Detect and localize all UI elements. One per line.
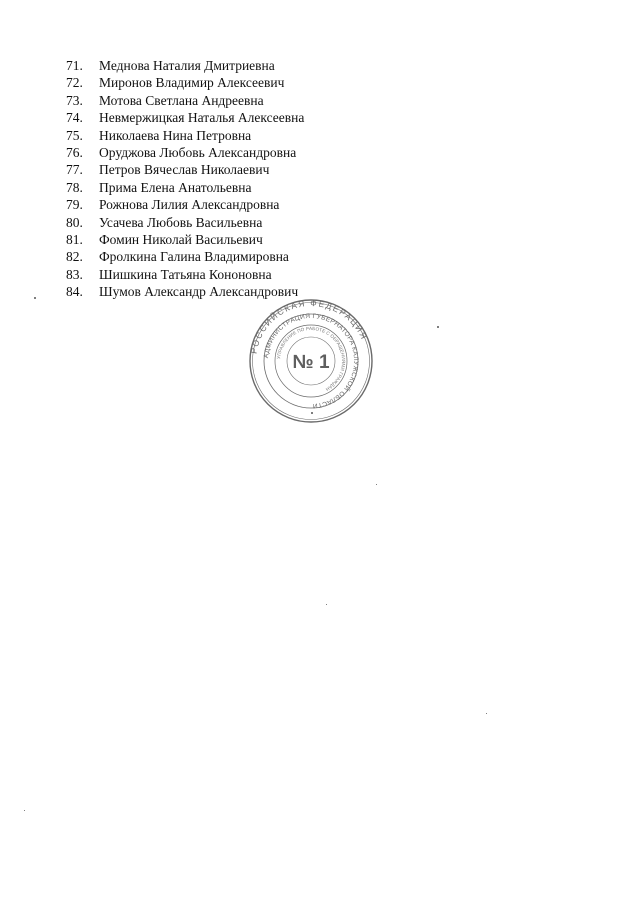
list-item-number: 80. xyxy=(66,214,83,230)
seal-outer-text: РОССИЙСКАЯ ФЕДЕРАЦИЯ xyxy=(248,298,370,355)
scan-speck xyxy=(311,412,313,414)
list-item-name: Петров Вячеслав Николаевич xyxy=(99,162,270,178)
list-item-number: 73. xyxy=(66,92,83,108)
seal-inner-text: УПРАВЛЕНИЕ ПО РАБОТЕ С ОБРАЩЕНИЯМИ ГРАЖДАН xyxy=(276,325,347,392)
scan-speck xyxy=(376,484,377,485)
list-item-number: 81. xyxy=(66,231,83,247)
list-item-name: Фомин Николай Васильевич xyxy=(99,231,263,247)
list-item-name: Шумов Александр Александрович xyxy=(99,284,299,300)
list-item xyxy=(66,196,304,213)
list-item-number: 79. xyxy=(66,197,83,213)
list-item-number: 72. xyxy=(66,75,83,91)
list-item-name: Рожнова Лилия Александровна xyxy=(99,197,280,213)
seal-middle-text: АДМИНИСТРАЦИЯ ГУБЕРНАТОРА КАЛУЖСКОЙ ОБЛАСТИ xyxy=(263,312,360,410)
list-item xyxy=(66,161,304,178)
list-item xyxy=(66,231,304,248)
list-item xyxy=(66,144,304,161)
list-item xyxy=(66,74,304,91)
list-item-name: Мотова Светлана Андреевна xyxy=(99,92,264,108)
scan-speck xyxy=(24,810,25,811)
list-item-number: 83. xyxy=(66,266,83,282)
scan-speck xyxy=(34,297,36,299)
list-item xyxy=(66,57,304,74)
list-item-number: 78. xyxy=(66,179,83,195)
list-item xyxy=(66,266,304,283)
list-item-name: Шишкина Татьяна Кононовна xyxy=(99,266,272,282)
list-item-name: Фролкина Галина Владимировна xyxy=(99,249,289,265)
list-item xyxy=(66,127,304,144)
list-item-name: Невмержицкая Наталья Алексеевна xyxy=(99,110,305,126)
list-item-name: Прима Елена Анатольевна xyxy=(99,179,252,195)
seal-number: № 1 xyxy=(292,352,330,373)
scan-speck xyxy=(486,713,487,714)
list-item-name: Николаева Нина Петровна xyxy=(99,127,252,143)
list-item xyxy=(66,179,304,196)
name-list xyxy=(66,57,304,300)
scan-speck xyxy=(437,326,439,328)
scan-speck xyxy=(326,604,327,605)
list-item-name: Меднова Наталия Дмитриевна xyxy=(99,58,275,73)
list-item xyxy=(66,109,304,126)
list-item-number: 77. xyxy=(66,162,83,178)
list-item-number: 75. xyxy=(66,127,83,143)
official-seal xyxy=(248,298,374,424)
list-item-name: Миронов Владимир Алексеевич xyxy=(99,75,285,91)
list-item-name: Оруджова Любовь Александровна xyxy=(99,144,297,160)
list-item-number: 76. xyxy=(66,144,83,160)
list-item xyxy=(66,248,304,265)
list-item-number: 74. xyxy=(66,110,83,126)
list-item-name: Усачева Любовь Васильевна xyxy=(99,214,263,230)
list-item-number: 82. xyxy=(66,249,83,265)
list-item xyxy=(66,214,304,231)
list-item-number: 71. xyxy=(66,58,83,73)
list-item xyxy=(66,92,304,109)
list-item-number: 84. xyxy=(66,284,83,300)
